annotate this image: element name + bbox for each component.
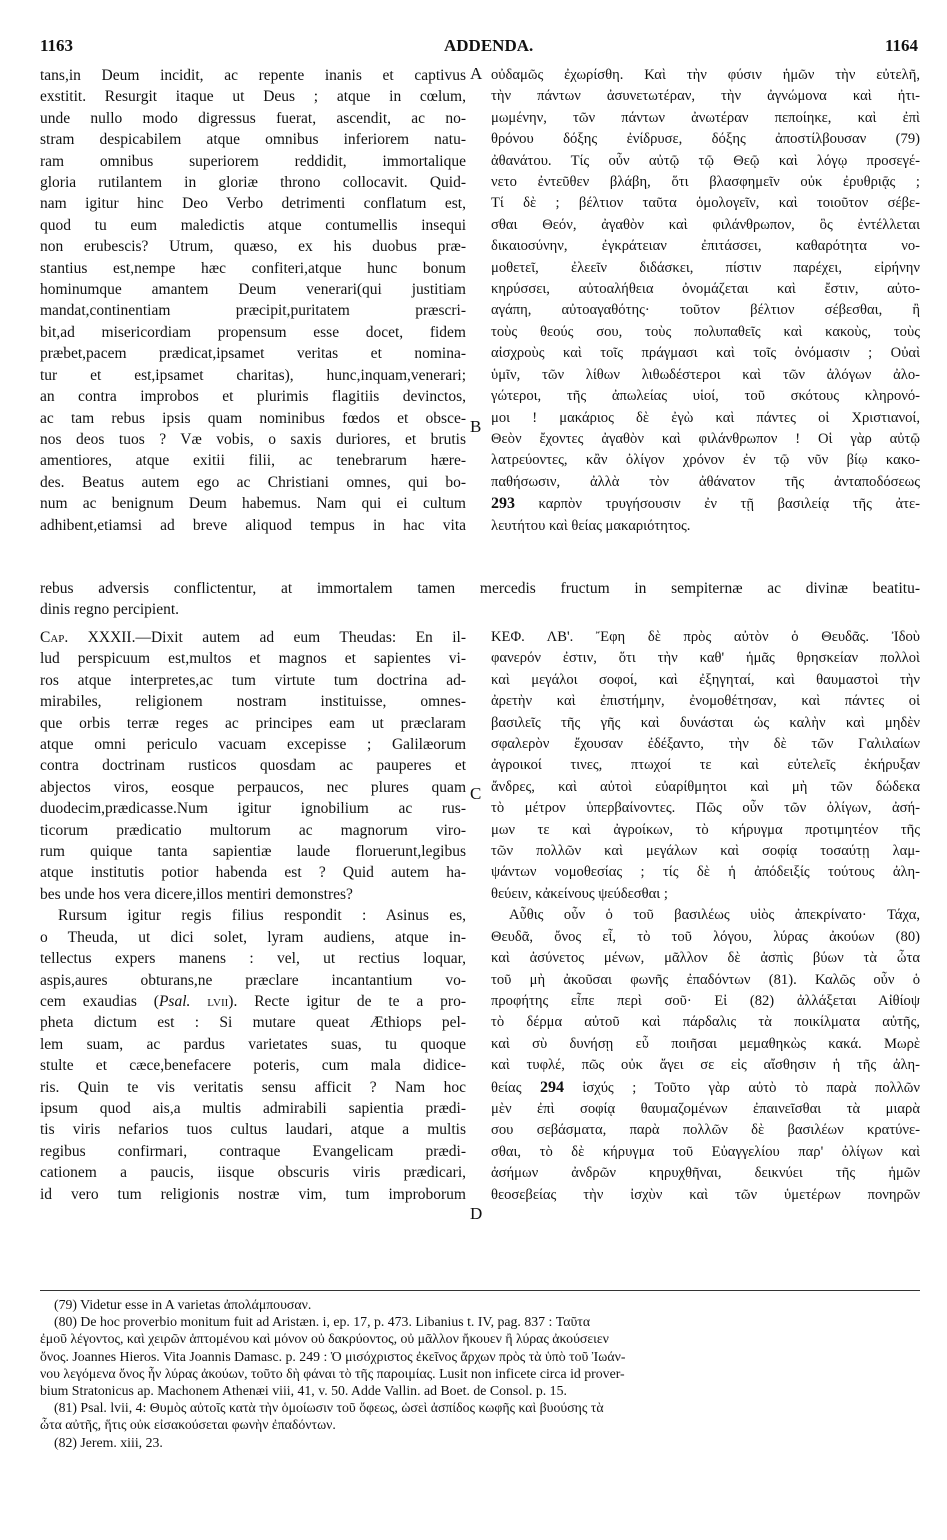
column-number: 293 [491,495,515,513]
footnote-line: (79) Videtur esse in A varietas ἀπολάμπουσαν. [54,1297,312,1312]
text-line: λατρεύοντες, κἂν ὀλίγον χρόνον ἐν τῷ νῦν βίῳ κακο- [491,452,920,469]
text-line: ἀγροικοί τινες, πτωχοί τε καὶ εὐτελεῖς ἐκήρυξαν [491,757,920,774]
latin-chapter-text: —Dixit autem ad eum Theudas: En il- [135,629,466,646]
text-line: σθαι Θεόν, ἀγαθὸν καὶ φιλάνθρωπον, ὃς ἐντέλλεται [491,216,920,233]
text-line: ἀσήμων ἀνδρῶν κηρυχθῆναι, δεικνύει τῆς ἡμῶν [491,1165,920,1182]
text-line: τῶν πολλῶν καὶ μεγάλων καὶ σοφίᾳ τοσαύτῃ λαμ- [491,843,920,860]
text-line: stram despicabilem atque omnibus inferiorem natu- [40,131,466,149]
text-line: καὶ τυφλέ, πῶς οὐκ ἄγει σε εἰς αἴσθησιν ἡ τῆς ἀλη- [491,1057,920,1074]
text-line: σθαι, τὸ δὲ κήρυγμα τοῦ Εὐαγγελίου παρ' ὀλίγων καὶ [491,1143,920,1160]
text-line: quod tu eum maledictis atque contumellis insequi [40,216,466,234]
full-width-text [40,578,920,621]
text-line: αἰσχροὺς καὶ τοῖς πράγμασι καὶ τοῖς ὀνόμασιν ; Οὐαὶ [491,345,920,362]
text-line: ac tam rebus ipsis quam nominibus fœdos et obsce- [40,409,466,427]
margin-marker-d: D [470,1204,483,1223]
text-line: aspis,aures obturans,ne præclare incantantium vo- [40,971,466,989]
text-fragment: ἰσχύς ; Τοῦτο γὰρ αὐτὸ τὸ παρὰ πολλῶν [563,1079,920,1096]
text-line: mandat,continentiam præcipit,puritatem præscri- [40,302,466,320]
latin-column-bottom [40,627,466,1205]
text-line: ἄνδρες, καὶ αὐτοὶ εὐαρίθμητοι καὶ μὴ τῶν δώδεκα [491,778,920,795]
greek-column-bottom [491,627,920,1206]
text-line: μωμένην, τῶν πάντων ἀνωτέραν πεποίηκε, καὶ ἐπὶ [491,109,920,126]
text-line: Αὖθις οὖν ὁ τοῦ βασιλέως υἱὸς ἀπεκρίνατο· Τάχα, [509,907,920,924]
greek-chapter-label: ΚΕΦ. ΛΒ'. [491,629,574,645]
text-line: ipsum quod ais,a multis admirabili sapientia prædi- [40,1099,466,1117]
footnote-line: (82) Jerem. xiii, 23. [54,1434,163,1450]
text-line: o Theuda, ut dici solet, lyram audiens, atque in- [40,928,466,946]
text-line: contra doctrinam rusticos quosdam ac pauperes et [40,757,466,775]
column-number: 294 [539,1078,564,1096]
text-fragment: καρπὸν τρυγήσουσιν ἐν τῇ βασιλείᾳ τῆς ἀτε- [515,496,920,513]
greek-chapter-heading [491,627,920,648]
text-line: ἀρετὴν καὶ ἐπιστήμην, ἐνομοθέτησαν, καὶ πάντες οἱ [491,693,920,710]
text-line: mirabiles, religionem nostram instituisse, omnes- [40,693,466,711]
text-line: unde nullo modo digressus fuerat, ascendit, ac no- [40,109,466,127]
footnote-line: (81) Psal. lvii, 4: Θυμὸς αὐτοῖς κατὰ τὴν ὁμοίωσιν τοῦ ὄφεως, ὡσεὶ ἀσπίδος κωφῆς καὶ βυούσης τὰ [54,1400,604,1416]
latin-psalm-line [40,991,466,1012]
text-line: adhibent,etiamsi ad breve aliquod tempus in hac vita [40,516,466,534]
text-line: cationem a paucis, iisque obscuris viris prædicari, [40,1164,466,1182]
greek-number-line [491,493,920,515]
footnote-line: ὄνος. Joannes Hieros. Vita Joannis Damasc. p. 249 : Ὁ μισόχριστος ἐκεῖνος ἄρχων πρὸς τὰ ὑπὸ τοῦ Ἰωάν- [40,1348,626,1364]
text-line: ticorum prædicatio multorum ac magnorum viro- [40,821,466,839]
text-line: des. Beatus autem ego ac Christiani omnes, qui bo- [40,473,466,491]
text-line: que orbis terræ reges ac principes eam ut præclaram [40,714,466,732]
psalm-reference: Psal. [158,992,191,1010]
text-line: Θευδᾶ, ὄνος εἶ, τὸ τοῦ λόγου, λύρας ἀκούων (80) [491,928,920,945]
text-fragment: cem exaudias ( [40,992,159,1010]
text-line: καὶ μεγάλοι σοφοί, καὶ ἐξηγηταί, καὶ θαυμαστοὶ τὴν [491,671,920,688]
text-line: τοῦ μὴ ἀκοῦσαι φωνῆς ἐπαδόντων (81). Καλῶς οὖν ὁ [491,971,920,988]
text-line: Τί δὲ ; βέλτιον ταῦτα ὁμολογεῖν, καὶ τοιοῦτον σέβε- [491,195,920,212]
text-line: θεύειν, κἀκείνους ψεύδεσθαι ; [491,885,668,902]
text-line: Θεὸν ἔχοντες ἀγαθὸν καὶ φιλάνθρωπον ! Οἱ γὰρ αὐτῷ [491,430,920,447]
running-title: ADDENDA. [444,36,534,55]
text-line: μοι ! μακάριος δὲ ἐγὼ καὶ πάντες οἱ Χριστιανοί, [491,409,920,426]
text-line: ψάντων νομοθεσίας ; τίς δὲ ἡ ἀπόδειξίς τούτους ἀλη- [491,864,920,881]
text-line: nos deos tuos ? Væ vobis, o saxis duriores, et brutis [40,430,466,448]
text-line: præbet,pacem prædicat,ipsamet veritas et nomina- [40,345,466,363]
greek-number-line [491,1077,920,1099]
text-line: Rursum igitur regis filius respondit : Asinus es, [58,907,466,925]
text-line: atque omni periculo vacuam excepisse ; Galilæorum [40,736,466,754]
text-line: ros atque interpretes,ac tum virtute tum doctrina ad- [40,671,466,689]
text-line: hominumque amantem Deum venerari(qui justitiam [40,281,466,299]
text-line: bit,ad misericordiam propensum esse docet, fidem [40,323,466,341]
text-line: an contra improbos et plurimis flagitiis devinctos, [40,388,466,406]
text-line: nam igitur hinc Deo Verbo detrimenti conflatum est, [40,195,466,213]
footnote-line: (80) De hoc proverbio monitum fuit ad Aristæn. i, ep. 17, p. 473. Libanius t. IV, pag. 837 : Ταῦτα [54,1314,591,1330]
text-line: gloria rutilantem in gloriæ throno collocavit. Quid- [40,174,466,192]
footnote-line: ὦτα αὐτῆς, ἥτις οὐκ εἰσακούσεται φωνὴν ἐπαδόντων. [40,1417,336,1433]
text-line: ris. Quin te vis veritatis sensu afficit ? Nam hoc [40,1078,466,1096]
text-line: tis viris nefarios tuos cultus laudari, atque a multis [40,1121,466,1139]
text-line: amentiores, atque exitii filii, ac tenebrarum hære- [40,452,466,470]
text-line: exstitit. Resurgit itaque ut Deus ; atque in cœlum, [40,88,466,106]
text-line: lem suam, ac pardus varietates suas, tu quoque [40,1035,466,1053]
text-line: σου σεβάσματα, παρὰ πολλῶν δὲ βασιλέων κρατύνε- [491,1122,920,1139]
psalm-number: lvii [190,992,229,1010]
text-line: ὑμῖν, τῶν λίθων λιθωδέστεροι καὶ τῶν ἀλόγων ἀλο- [491,366,920,383]
footnote-line: νου λεγόμενα ὄνος ἦν λύρας ἀκούων, τοῦτο δὴ φάναι τὸ τῆς παροιμίας. Lusit non inficete circa id prover- [40,1365,625,1381]
text-line: μὲν ἐπὶ σοφίᾳ θαυμαζομένων ἐπαινεῖσθαι τὰ μιαρὰ [491,1100,920,1117]
page-header [40,36,918,56]
text-line: οὐδαμῶς ἐχωρίσθη. Καὶ τὴν φύσιν ἡμῶν τὴν εὐτελῆ, [491,67,920,83]
text-line: παθήσωσιν, ἀλλὰ τὸν ἀθάνατον τῆς ἀνταποδόσεως [491,473,920,490]
latin-column-top [40,65,466,536]
text-line: ἀθανάτου. Τίς οὖν αὐτῷ τῷ Θεῷ καὶ λόγῳ προσεγέ- [491,152,920,169]
text-line: bes unde hos vera dicere,illos mentiri demonstres? [40,885,353,903]
text-line: regibus confirmari, contraque Evangelicam prædi- [40,1142,466,1160]
text-line: βασιλεῖς τῆς γῆς καὶ δυνάσται ὡς καλὴν καὶ μηδὲν [491,714,920,731]
text-line: νετο ἐντεῦθεν βλάβη, ὅτι βλασφημεῖν οὐκ ἐρυθριᾷς ; [491,174,920,191]
text-line: stulte et cæce,benefacere poteris, cum mala didice- [40,1057,466,1075]
text-line: κηρύσσει, αὐτοαλήθεια ὀνομάζεται καὶ ἔστιν, αὐτο- [491,281,920,298]
text-line: pheta dictum est : Si mutare queat Æthiops pel- [40,1014,466,1032]
footnote-line: ἐμοῦ λέγοντος, καὶ χειρῶν ἁπτομένου καὶ μόνον οὐ δακρύοντος, οὐ μᾶλλον ἤκουεν ἢ λύρας ἀκούσειεν [40,1331,609,1347]
page-number-left: 1163 [40,36,74,55]
text-line: μων τε καὶ ἀγροίκων, τὸ κήρυγμα προτιμητέον τῆς [491,821,920,838]
text-line: καὶ σὺ δυνήσῃ εὖ ποιῆσαι μεμαθηκὼς κακά. Μωρὲ [491,1035,920,1052]
text-line: tellectus expers manens : vel, ut rectius loquar, [40,950,466,968]
text-line: tur et est,ipsamet charitas), hunc,inquam,venerari; [40,366,466,384]
footnotes [40,1296,920,1451]
text-line: τοὺς θεούς σου, τοὺς πολυπαθεῖς καὶ κακοὺς, τοὺς [491,323,920,340]
footnote-line: bium Stratonicus ap. Machonem Athenæi viii, 41, v. 50. Adde Vallin. ad Boet. de Consol. p. 15. [40,1383,567,1399]
text-line: τὸ δέρμα αὐτοῦ καὶ πάρδαλις τὰ ποικίλματα αὐτῆς, [491,1014,920,1031]
text-line: ram omnibus superiorem reddidit, immortalique [40,152,466,170]
text-line: φανερόν ἐστιν, ὅτι τὴν καθ' ἡμᾶς θρησκείαν πολλοὶ [491,650,920,667]
text-line: θεοσεβείας τὴν ἰσχὺν καὶ τῶν ὑμετέρων πονηρῶν [491,1186,920,1203]
text-line: lud perspicuum est,multos et magnos et sapientes vi- [40,650,466,668]
text-line: non erubescis? Utrum, quæso, ex his duobus præ- [40,238,466,256]
text-line: αγάπη, αὐτοαγαθότης· τοῦτον βέλτιον σέβεσθαι, ἢ [491,302,920,319]
text-line: rebus adversis conflictentur, at immortalem tamen mercedis fructum in sempiternæ ac divinæ beatitu- [40,580,920,597]
text-line: stantius est,nempe hæc confiteri,atque hunc bonum [40,259,466,277]
text-line: θρόνου δόξης ἐνίδρυσε, δόξης ἀποστίλβουσαν (79) [491,131,920,148]
text-line: abjectos viros, eosque perpaucos, nec plures quam [40,778,466,796]
text-fragment: ). Recte igitur de te a pro- [228,992,466,1010]
text-line: τὴν πάντων ἀσυνετωτέραν, τὴν ἀγνώμονα καὶ ἠτι- [491,88,920,105]
margin-marker-a: A [470,64,483,83]
latin-chapter-label: Cap. XXXII. [40,629,136,646]
footnote-rule [40,1290,920,1291]
text-line: τὸ μέτρον ὑπερβαίνοντες. Πῶς οὖν τῶν ὀλίγων, ἀσή- [491,800,920,817]
latin-chapter-heading [40,627,466,648]
text-line: σφαλερὸν ἔχουσαν ἐδέξαντο, τὴν δὲ τῶν Γαλιλαίων [491,736,920,753]
text-line: num ac benignum Deum habemus. Nam qui ei cultum [40,495,466,513]
greek-column-top [491,65,920,537]
margin-marker-b: B [470,417,482,436]
text-line: δικαιοσύνην, ἐγκράτειαν ἐπιτάσσει, καθαρότητα νο- [491,238,920,255]
text-fragment: θείας [491,1079,540,1096]
text-line: duodecim,prædicasse.Num igitur ignobilium ac rus- [40,800,466,818]
greek-chapter-text: Ἔφη δὲ πρὸς αὐτὸν ὁ Θευδᾶς. Ἰδοὺ [573,629,920,645]
text-line: γώτεροι, τῆς ἀπωλείας υἱοί, τοῦ σκότους κληρονό- [491,388,920,405]
text-line: rum quique tanta sapientiæ laude floruerunt,legibus [40,843,466,861]
text-line: atque institutis potior habenda est ? Quid autem ha- [40,864,466,882]
text-line: προφήτης εἶπε περὶ σοῦ· Εἰ (82) ἀλλάξεται Αἰθίοψ [491,992,920,1009]
margin-marker-c: C [470,784,482,803]
text-line: καὶ ἀσύνετος μένων, μᾶλλον δὲ ἀσπὶς βύων τὰ ὦτα [491,950,920,967]
page-number-right: 1164 [884,36,918,55]
text-line: tans,in Deum incidit, ac repente inanis et captivus [40,67,466,84]
text-line: λευτήτου καὶ θείας μακαριότητος. [491,517,691,534]
text-line: id vero tum religionis nostræ vim, tum improborum [40,1185,466,1203]
text-line: dinis regno percipient. [40,601,180,619]
text-line: μοθετεῖ, ἐλεεῖν διδάσκει, πίστιν παρέχει, εἰρήνην [491,259,920,276]
